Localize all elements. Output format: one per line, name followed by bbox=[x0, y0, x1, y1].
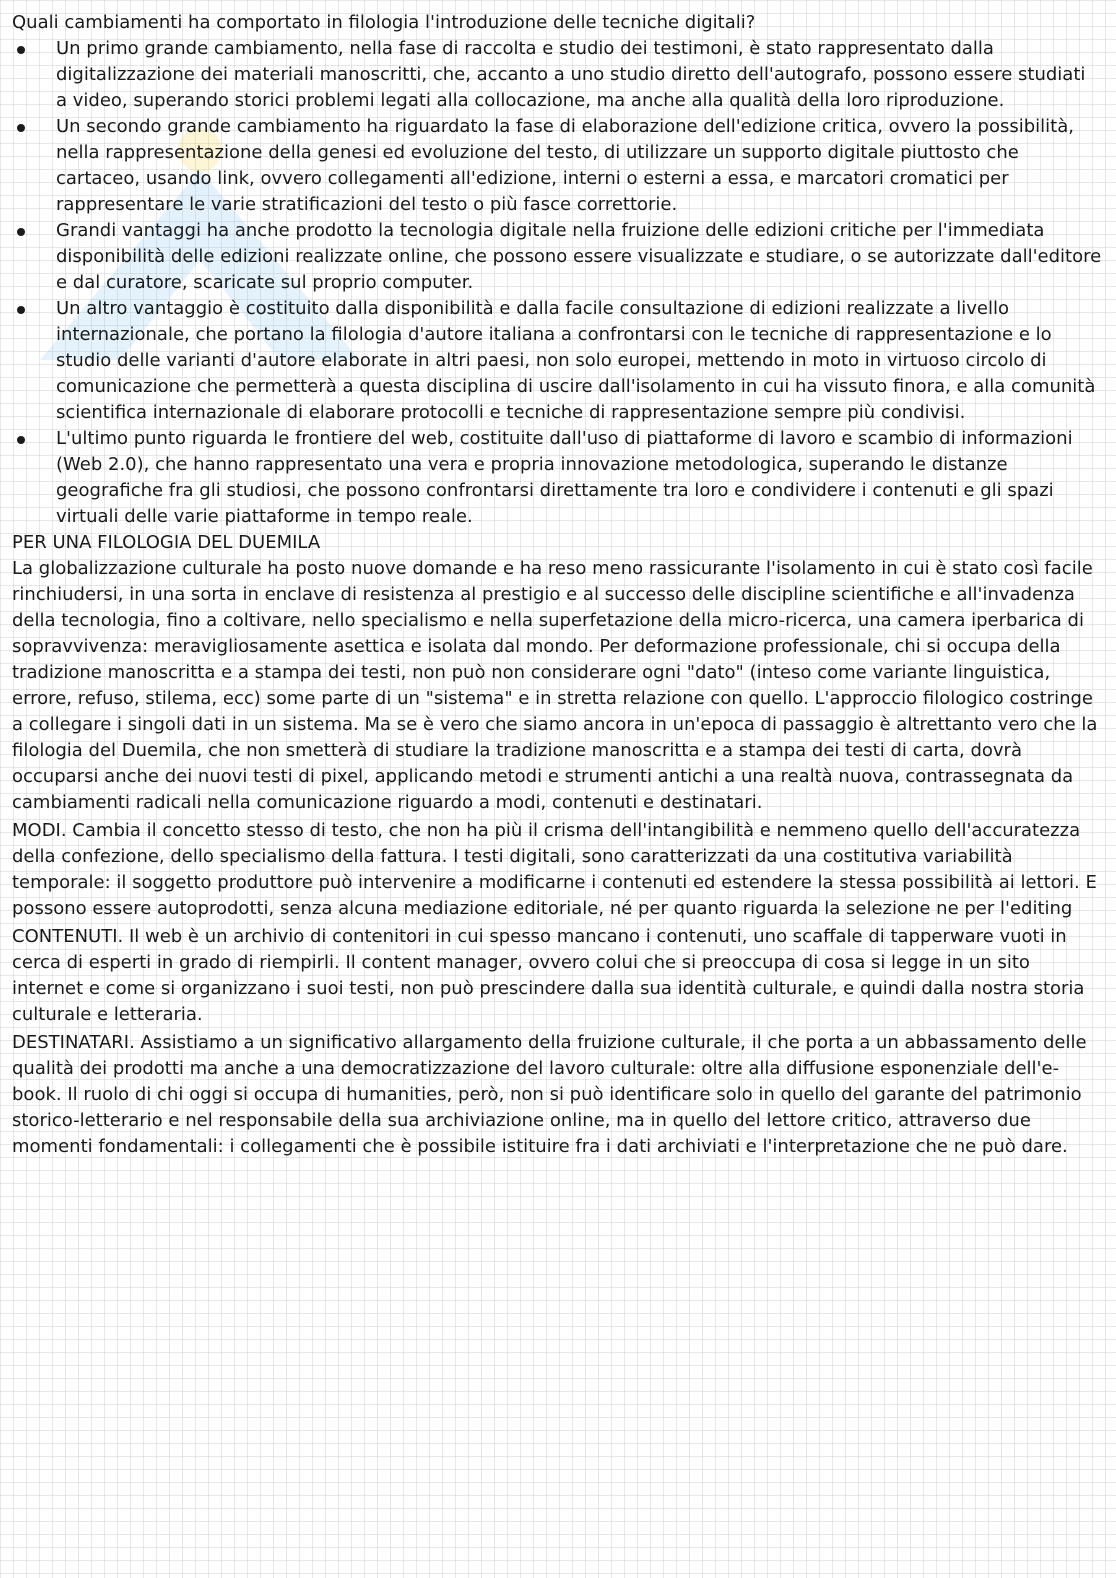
bullet-list bbox=[12, 36, 1102, 530]
question-title: Quali cambiamenti ha comportato in filologia l'introduzione delle tecniche digitali? bbox=[12, 12, 756, 33]
bullet-item bbox=[12, 114, 1102, 218]
bullet-text: L'ultimo punto riguarda le frontiere del web, costituite dall'uso di piattaforme di lavoro e scambio di informazioni (Web 2.0), che hanno rappresentato una vera e propria innovazione metodologica, superando le distanze geografiche fra gli studiosi, che possono confrontarsi direttamente tra loro e condividere i contenuti e gli spazi virtuali delle varie piattaforme in tempo reale. bbox=[56, 428, 1073, 527]
paragraph-modi: MODI. Cambia il concetto stesso di testo, che non ha più il crisma dell'intangibilità e nemmeno quello dell'accuratezza della confezione, dello specialismo della fattura. I testi digitali, sono caratterizzati da una costitutiva variabilità temporale: il soggetto produttore può intervenire a modificarne i contenuti ed estendere la stessa possibilità ai lettori. E possono essere autoprodotti, senza alcuna mediazione editoriale, né per quanto riguarda la selezione ne per l'editing bbox=[12, 820, 1097, 919]
bullet-dot-icon bbox=[17, 228, 25, 236]
bullet-dot-icon bbox=[17, 124, 25, 132]
bullet-item bbox=[12, 426, 1102, 530]
bullet-item bbox=[12, 36, 1102, 114]
bullet-text: Un primo grande cambiamento, nella fase di raccolta e studio dei testimoni, è stato rappresentato dalla digitalizzazione dei materiali manoscritti, che, accanto a uno studio diretto dell'autografo, possono essere studiati a video, superando storici problemi legati alla collocazione, ma anche alla qualità della loro riproduzione. bbox=[56, 38, 1086, 111]
bullet-item bbox=[12, 296, 1102, 426]
bullet-item bbox=[12, 218, 1102, 296]
paragraph-contenuti: CONTENUTI. Il web è un archivio di contenitori in cui spesso mancano i contenuti, uno scaffale di tapperware vuoti in cerca di esperti in grado di riempirli. Il content manager, ovvero colui che si preoccupa di cosa si legge in un sito internet e come si organizzano i suoi testi, non può prescindere dalla sua identità culturale, e quindi dalla nostra storia culturale e letteraria. bbox=[12, 926, 1085, 1025]
bullet-dot-icon bbox=[17, 306, 25, 314]
bullet-text: Un altro vantaggio è costituito dalla disponibilità e dalla facile consultazione di edizioni realizzate a livello internazionale, che portano la filologia d'autore italiana a confrontarsi con le tecniche di rappresentazione e lo studio delle varianti d'autore elaborate in altri paesi, non solo europei, mettendo in moto in virtuoso circolo di comunicazione che permetterà a questa disciplina di uscire dall'isolamento in cui ha vissuto finora, e alla comunità scientifica internazionale di elaborare protocolli e tecniche di rappresentazione sempre più condivisi. bbox=[56, 298, 1096, 423]
bullet-text: Un secondo grande cambiamento ha riguardato la fase di elaborazione dell'edizione critica, ovvero la possibilità, nella rappresentazione della genesi ed evoluzione del testo, di utilizzare un supporto digitale piuttosto che cartaceo, usando link, ovvero collegamenti all'edizione, interni o esterni a essa, e marcatori cromatici per rappresentare le varie stratificazioni del testo o più fasce correttorie. bbox=[56, 116, 1074, 215]
paragraph-destinatari: DESTINATARI. Assistiamo a un significativo allargamento della fruizione culturale, il che porta a un abbassamento delle qualità dei prodotti ma anche a una democratizzazione del lavoro culturale: oltre alla diffusione esponenziale dell'e-book. Il ruolo di chi oggi si occupa di humanities, però, non si può identificare solo in quello del garante del patrimonio storico-letterario e nel responsabile della sua archiviazione online, ma in quello del lettore critico, attraverso due momenti fondamentali: i collegamenti che è possibile istituire fra i dati archiviati e l'interpretazione che ne può dare. bbox=[12, 1032, 1087, 1157]
section-heading: PER UNA FILOLOGIA DEL DUEMILA bbox=[12, 532, 321, 553]
bullet-dot-icon bbox=[17, 46, 25, 54]
note-page bbox=[12, 10, 1102, 1160]
bullet-dot-icon bbox=[17, 436, 25, 444]
paragraph-intro: La globalizzazione culturale ha posto nuove domande e ha reso meno rassicurante l'isolamento in cui è stato così facile rinchiudersi, in una sorta in enclave di resistenza al prestigio e al successo delle discipline scientifiche e all'invadenza della tecnologia, fino a coltivare, nello specialismo e nella superfetazione della micro-ricerca, una camera iperbarica di sopravvivenza: meravigliosamente asettica e isolata dal mondo. Per deformazione professionale, chi si occupa della tradizione manoscritta e a stampa dei testi, non può non considerare ogni "dato" (inteso come variante linguistica, errore, refuso, stilema, ecc) some parte di un "sistema" e in stretta relazione con quello. L'approccio filologico costringe a collegare i singoli dati in un sistema. Ma se è vero che siamo ancora in un'epoca di passaggio è altrettanto vero che la filologia del Duemila, che non smetterà di studiare la tradizione manoscritta e a stampa dei testi di carta, dovrà occuparsi anche dei nuovi testi di pixel, applicando metodi e strumenti antichi a una realtà nuova, contrassegnata da cambiamenti radicali nella comunicazione riguardo a modi, contenuti e destinatari. bbox=[12, 558, 1098, 813]
bullet-text: Grandi vantaggi ha anche prodotto la tecnologia digitale nella fruizione delle edizioni critiche per l'immediata disponibilità delle edizioni realizzate online, che possono essere visualizzate e studiare, o se autorizzate dall'editore e dal curatore, scaricate sul proprio computer. bbox=[56, 220, 1102, 293]
